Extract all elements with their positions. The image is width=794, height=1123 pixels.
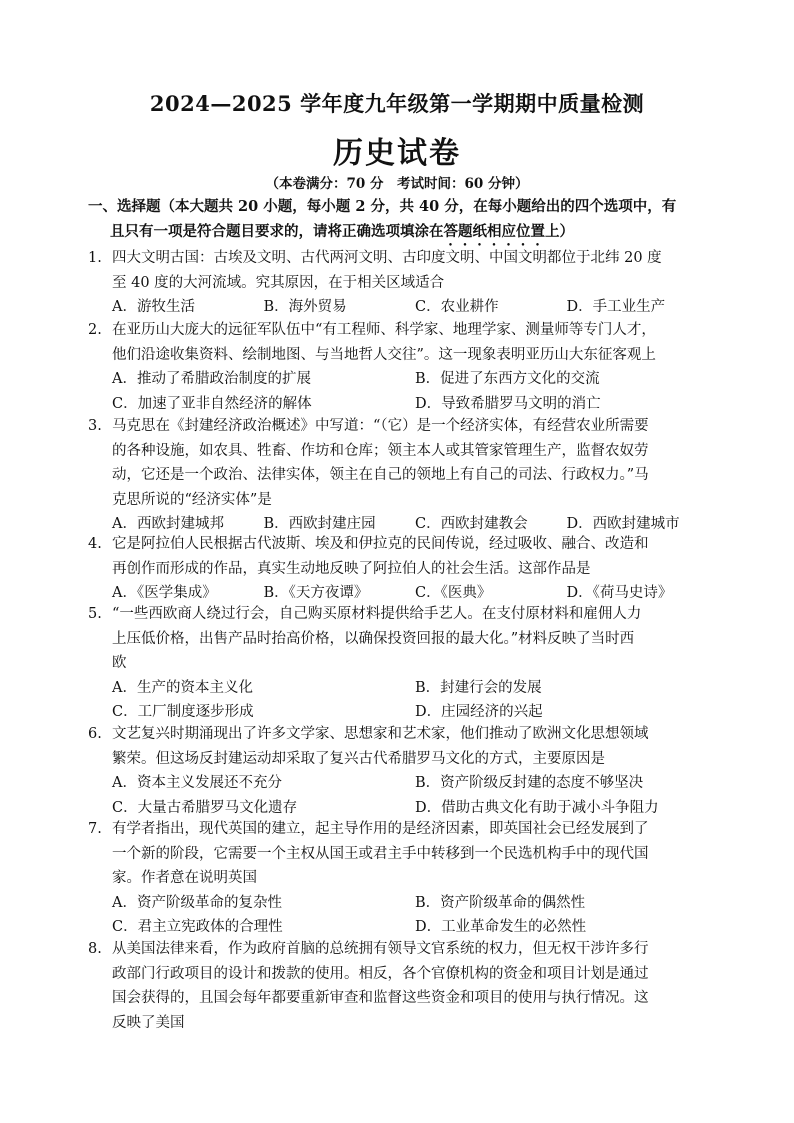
option-b: B．资产阶级革命的偶然性: [415, 894, 586, 911]
option-c: C．西欧封建教会: [415, 516, 528, 532]
option-b: B．资产阶级反封建的态度不够坚决: [415, 775, 644, 791]
option-d: D．工业革命发生的必然性: [415, 919, 587, 935]
options-row: [88, 295, 718, 320]
question-stem-line: 他们沿途收集资料、绘制地图、与当地哲人交往”。这一现象表明亚历山大东征客观上: [112, 346, 656, 363]
question-stem-line: 从美国法律来看，作为政府首脑的总统拥有领导文官系统的权力，但无权干涉许多行: [112, 941, 649, 957]
question-2: [88, 318, 718, 416]
question-stem-line: 反映了美国: [112, 1014, 185, 1031]
question-5: [88, 602, 718, 725]
option-b: B．《天方夜谭》: [263, 585, 369, 601]
question-8: [88, 937, 718, 1035]
question-number: 1.: [88, 250, 102, 266]
exam-subject-title: 历史试卷: [333, 136, 461, 171]
option-d: D．导致希腊罗马文明的消亡: [415, 395, 601, 412]
question-1: [88, 246, 718, 320]
question-stem-line: 马克思在《封建经济政治概述》中写道：“（它）是一个经济实体，有经营农业所需要: [112, 418, 649, 434]
question-stem-line: 一个新的阶段，它需要一个主权从国王或君主手中转移到一个民选机构手中的现代国: [112, 845, 649, 862]
exam-info: （本卷满分：70 分 考试时间：60 分钟）: [265, 176, 529, 192]
question-stem-line: 上压低价格，出售产品时抬高价格，以确保投资回报的最大化。”材料反映了当时西: [112, 630, 635, 647]
question-number: 8.: [88, 941, 102, 957]
question-stem-line: 有学者指出，现代英国的建立，起主导作用的是经济因素，即英国社会已经发展到了: [112, 821, 649, 837]
question-stem-line: 欧: [112, 655, 127, 671]
option-a: A．生产的资本主义化: [112, 679, 253, 696]
options-row: [88, 700, 718, 725]
options-row: [88, 771, 718, 796]
option-c: C．君主立宪政体的合理性: [112, 919, 283, 935]
question-number: 2.: [88, 322, 102, 338]
section-heading-line1: 一、选择题（本大题共 20 小题，每小题 2 分，共 40 分，在每小题给出的四个选项中，有: [88, 198, 677, 215]
option-a: A．西欧封建城邦: [112, 516, 224, 532]
options-row: [88, 367, 718, 392]
options-row: [88, 915, 718, 940]
options-row: [88, 891, 718, 916]
options-row: [88, 392, 718, 417]
question-number: 6.: [88, 726, 102, 742]
question-stem-line: 政部门行政项目的设计和拨款的使用。相反，各个官僚机构的资金和项目计划是通过: [112, 965, 649, 982]
option-a: A．游牧生活: [112, 299, 195, 315]
question-stem-line: “一些西欧商人绕过行会，自己购买原材料提供给手艺人。在支付原材料和雇佣人力: [112, 606, 642, 622]
option-d: D．手工业生产: [566, 299, 666, 315]
question-number: 4.: [88, 536, 102, 552]
question-3: [88, 414, 718, 537]
question-stem-line: 至 40 度的大河流域。究其原因，在于相关区域适合: [112, 274, 445, 291]
section-heading-line2: 且只有一项是符合题目要求的，请将正确选项填涂在答题纸相应位置上）: [110, 223, 574, 240]
option-c: C．加速了亚非自然经济的解体: [112, 395, 312, 412]
question-stem-line: 克思所说的“经济实体”是: [112, 491, 272, 508]
question-stem-line: 国会获得的，且国会每年都要重新审查和监督这些资金和项目的使用与执行情况。这: [112, 990, 649, 1006]
question-7: [88, 817, 718, 940]
option-b: B．海外贸易: [263, 299, 347, 315]
option-b: B．促进了东西方文化的交流: [415, 371, 600, 387]
question-stem-line: 四大文明古国：古埃及文明、古代两河文明、古印度文明、中国文明都位于北纬 20 度: [112, 250, 662, 266]
question-stem-line: 动，它还是一个政治、法律实体，领主在自己的领地上有自己的司法、行政权力。”马: [112, 467, 649, 483]
exam-title: 2024—2025 学年度九年级第一学期期中质量检测: [149, 91, 645, 116]
question-number: 3.: [88, 418, 102, 434]
question-stem-line: 在亚历山大庞大的远征军队伍中“有工程师、科学家、地理学家、测量师等专门人才，: [112, 322, 656, 338]
option-b: B．西欧封建庄园: [263, 516, 376, 532]
option-c: C．大量古希腊罗马文化遗存: [112, 799, 298, 816]
section-heading: [88, 194, 728, 249]
question-stem-line: 文艺复兴时期涌现出了许多文学家、思想家和艺术家，他们推动了欧洲文化思想领域: [112, 726, 649, 742]
question-stem-line: 的各种设施，如农具、牲畜、作坊和仓库；领主本人或其管家管理生产，监督农奴劳: [112, 442, 649, 459]
option-b: B．封建行会的发展: [415, 679, 542, 696]
question-6: [88, 722, 718, 820]
option-d: D．《荷马史诗》: [566, 585, 673, 601]
question-number: 7.: [88, 821, 102, 837]
question-stem-line: 繁荣。但这场反封建运动却采取了复兴古代希腊罗马文化的方式，主要原因是: [112, 750, 605, 767]
option-a: A．资产阶级革命的复杂性: [112, 894, 282, 911]
options-row: [88, 676, 718, 701]
option-d: D．借助古典文化有助于减小斗争阻力: [415, 799, 659, 816]
option-c: C．《医典》: [415, 585, 492, 601]
option-c: C．农业耕作: [415, 299, 499, 315]
option-a: A．推动了希腊政治制度的扩展: [112, 371, 311, 387]
option-d: D．庄园经济的兴起: [415, 704, 543, 720]
option-a: A．资本主义发展还不充分: [112, 775, 282, 791]
question-4: [88, 532, 718, 606]
question-stem-line: 它是阿拉伯人民根据古代波斯、埃及和伊拉克的民间传说，经过吸收、融合、改造和: [112, 536, 649, 552]
question-stem-line: 家。作者意在说明英国: [112, 870, 257, 886]
emphasized-text: 答题纸相应位置: [443, 223, 545, 240]
option-a: A．《医学集成》: [112, 585, 217, 601]
option-d: D．西欧封建城市: [566, 516, 680, 532]
option-c: C．工厂制度逐步形成: [112, 704, 254, 720]
question-number: 5.: [88, 606, 102, 622]
question-stem-line: 再创作而形成的作品，真实生动地反映了阿拉伯人的社会生活。这部作品是: [112, 560, 591, 577]
